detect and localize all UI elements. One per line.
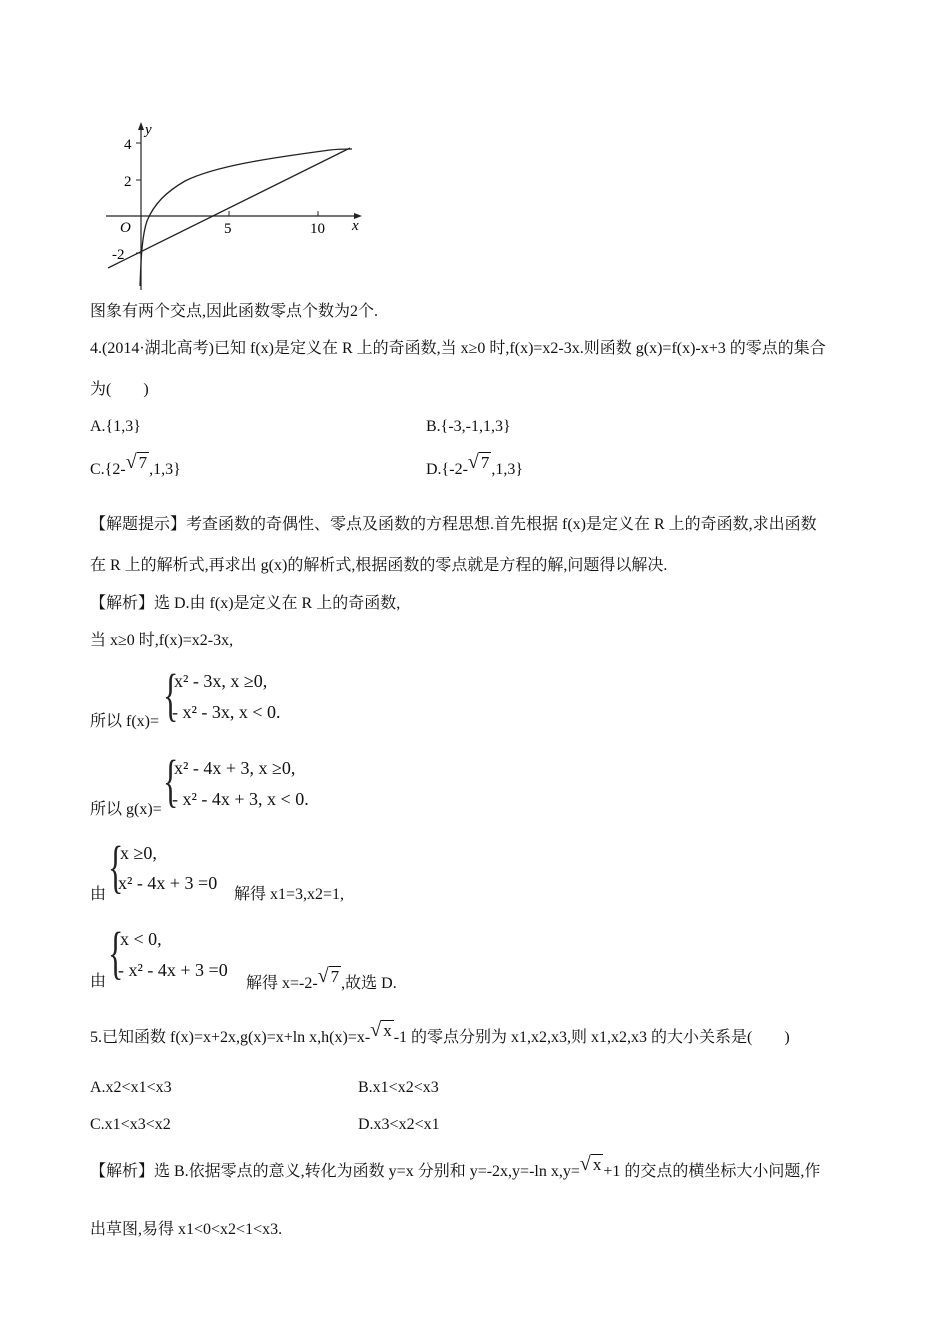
f-brace: { [163,662,179,727]
q5-option-b: B.x1<x2<x3 [358,1079,439,1096]
g-case1: x² - 4x + 3, x ≥0, [174,758,296,778]
you-2: 由 [90,973,107,990]
x-tick-10: 10 [310,221,325,237]
q5-option-d: D.x3<x2<x1 [358,1116,440,1133]
q4-stem-line2: 为( ) [90,381,149,398]
analysis-line1: 【解析】选 D.由 f(x)是定义在 R 上的奇函数, [90,595,401,612]
q4-option-c: C.{2-√ 7 ,1,3} [90,451,181,478]
sys2-brace: { [108,920,124,985]
g-case2: - x² - 4x + 3, x < 0. [172,789,309,809]
sys1-brace: { [108,834,124,899]
f-case2: - x² - 3x, x < 0. [172,702,281,722]
g-brace: { [163,748,179,813]
q5-option-a: A.x2<x1<x3 [90,1079,172,1096]
sqrt-x: x [383,1021,392,1040]
function-graph [100,118,370,298]
q5-analysis-line2: 出草图,易得 x1<0<x2<1<x3. [90,1221,283,1238]
y-tick-2: 2 [124,174,132,190]
sqrt-7: 7 [138,453,148,472]
sys1-case2: x² - 4x + 3 =0 [118,873,218,893]
y-axis-arrow [138,122,144,130]
sys2-solution: 解得 x=-2-√ 7 ,故选 D. [246,965,397,992]
hint-line1: 【解题提示】考查函数的奇偶性、零点及函数的方程思想.首先根据 f(x)是定义在 R 上的奇函数,求出函数 [90,516,817,533]
hint-line2: 在 R 上的解析式,再求出 g(x)的解析式,根据函数的零点就是方程的解,问题得以解决. [90,557,668,574]
y-tick-4: 4 [124,137,132,153]
sqrt-x: x [592,1155,602,1174]
x-axis-label: x [352,218,359,234]
q4-stem-line1: 4.(2014·湖北高考)已知 f(x)是定义在 R 上的奇函数,当 x≥0 时,f(x)=x2-3x.则函数 g(x)=f(x)-x+3 的零点的集合 [90,340,826,357]
g-label: 所以 g(x)= [90,801,162,818]
f-label: 所以 f(x)= [90,713,160,730]
analysis-line2: 当 x≥0 时,f(x)=x2-3x, [90,632,234,649]
sys1-solution: 解得 x1=3,x2=1, [234,886,345,903]
sys1-case1: x ≥0, [120,843,157,863]
q5-stem: 5.已知函数 f(x)=x+2x,g(x)=x+ln x,h(x)=x-√ x -1 的零点分别为 x1,x2,x3,则 x1,x2,x3 的大小关系是( ) [90,1019,790,1046]
sqrt-7: 7 [330,967,340,986]
graph-conclusion: 图象有两个交点,因此函数零点个数为2个. [90,303,379,320]
q4-option-d: D.{-2-√ 7 ,1,3} [426,451,524,478]
sys2-case2: - x² - 4x + 3 =0 [118,960,228,980]
sys2-case1: x < 0, [120,929,162,949]
you-1: 由 [90,886,107,903]
sqrt-7: 7 [480,453,490,472]
x-tick-5: 5 [224,221,232,237]
y-tick-neg2: -2 [112,247,125,263]
q4-option-b: B.{-3,-1,1,3} [426,418,511,435]
y-axis-label: y [145,122,152,138]
q4-option-a: A.{1,3} [90,418,141,435]
q5-analysis-line1: 【解析】选 B.依据零点的意义,转化为函数 y=x 分别和 y=-2x,y=-ln x,y=√ x +1 的交点的横坐标大小问题,作 [90,1153,821,1180]
f-case1: x² - 3x, x ≥0, [174,671,268,691]
log-curve [140,149,352,286]
origin-label: O [120,220,131,236]
q5-option-c: C.x1<x3<x2 [90,1116,171,1133]
